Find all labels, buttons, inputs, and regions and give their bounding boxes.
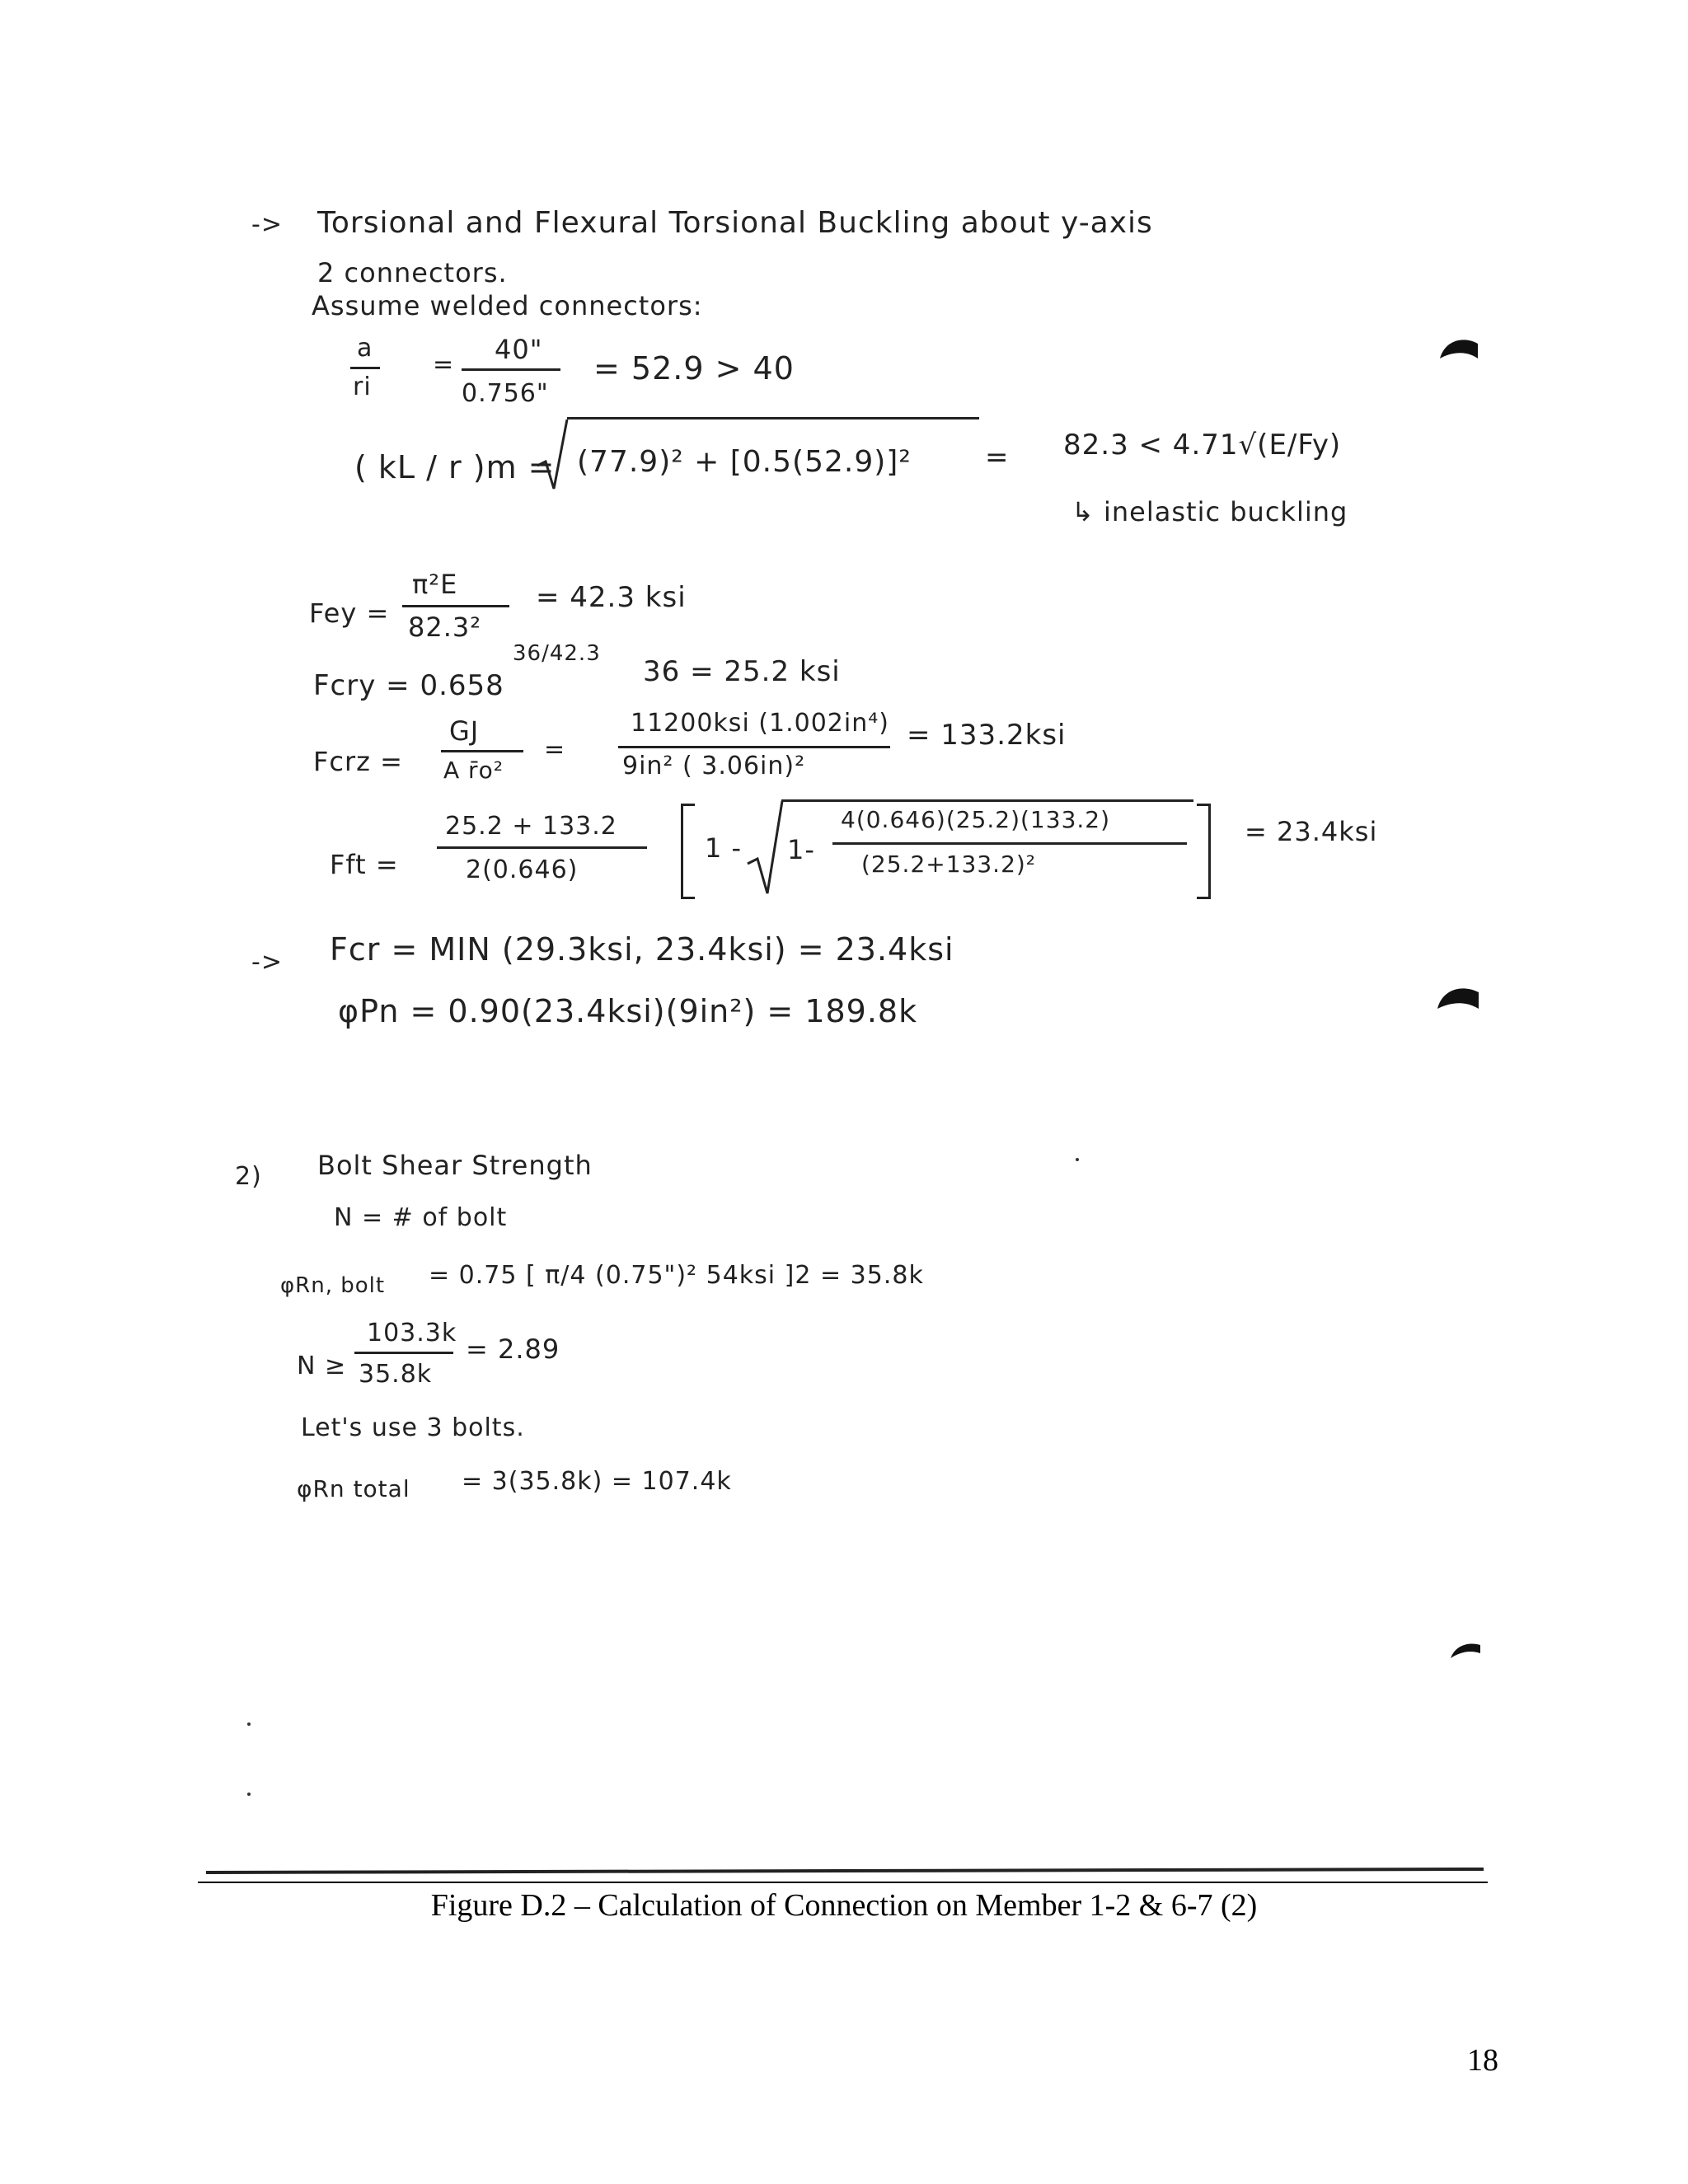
arrow-marker: ->	[251, 948, 283, 977]
caption-rule	[198, 1882, 1488, 1883]
fcrz-result: = 133.2ksi	[907, 719, 1067, 752]
n-denominator: 35.8k	[359, 1360, 433, 1389]
fraction-bar	[832, 842, 1187, 845]
scan-edge-line	[206, 1868, 1484, 1874]
n-result: = 2.89	[466, 1333, 560, 1365]
fey-denominator: 82.3²	[408, 612, 482, 643]
phirn-total-label: φRn total	[297, 1475, 410, 1502]
ri-label: ri	[353, 373, 372, 401]
fey-label: Fey =	[309, 598, 390, 629]
phirn-bolt-expression: = 0.75 [ π/4 (0.75")² 54ksi ]2 = 35.8k	[429, 1261, 924, 1290]
fft-inner-numerator: 4(0.646)(25.2)(133.2)	[841, 806, 1111, 833]
phipn-line: φPn = 0.90(23.4ksi)(9in²) = 189.8k	[338, 993, 918, 1029]
klr-label: ( kL / r )m =	[354, 449, 556, 485]
square-root-icon	[746, 798, 784, 897]
fcrz-numerator: GJ	[449, 715, 480, 747]
fft-label: Fft =	[330, 849, 399, 880]
fraction-bar	[437, 846, 647, 849]
radical-bar	[567, 417, 979, 419]
punch-hole-icon	[1436, 982, 1480, 1019]
assumption-note: Assume welded connectors:	[312, 290, 703, 321]
fft-denominator: 2(0.646)	[466, 855, 579, 884]
fcrz-denominator: A r̄o²	[443, 757, 504, 784]
lets-use-note: Let's use 3 bolts.	[301, 1413, 525, 1442]
fey-numerator: π²E	[412, 569, 458, 600]
fraction-bar	[462, 368, 560, 371]
fraction-bar	[618, 746, 890, 748]
fcrz-denominator-values: 9in² ( 3.06in)²	[622, 752, 806, 780]
equals-sign: =	[433, 350, 455, 379]
fcrz-numerator-values: 11200ksi (1.002in⁴)	[631, 709, 889, 738]
a-denominator: 0.756"	[462, 379, 549, 408]
fcry-result: 36 = 25.2 ksi	[643, 655, 841, 688]
punch-hole-icon	[1438, 334, 1479, 367]
equals-sign: =	[985, 441, 1010, 474]
section-number: 2)	[235, 1162, 262, 1191]
fraction-bar	[441, 750, 523, 752]
equals-sign: =	[544, 735, 566, 764]
connectors-note: 2 connectors.	[317, 257, 508, 288]
radical-bar	[781, 799, 1193, 802]
klr-expression: (77.9)² + [0.5(52.9)]²	[577, 445, 912, 479]
n-definition: N = # of bolt	[334, 1203, 508, 1232]
n-label: N ≥	[297, 1352, 347, 1380]
fraction-bar	[354, 1352, 453, 1354]
inelastic-note: ↳ inelastic buckling	[1071, 496, 1348, 527]
fft-numerator: 25.2 + 133.2	[445, 812, 617, 841]
fft-result: = 23.4ksi	[1245, 816, 1378, 847]
a-label: a	[357, 334, 373, 363]
fcry-exponent: 36/42.3	[513, 641, 601, 666]
punch-hole-icon	[1449, 1640, 1482, 1661]
fey-result: = 42.3 ksi	[536, 581, 687, 614]
a-numerator: 40"	[495, 334, 543, 365]
page-number: 18	[1467, 2043, 1498, 2078]
scan-speck	[247, 1793, 251, 1796]
arrow-marker: ->	[251, 210, 283, 239]
section-heading: Torsional and Flexural Torsional Buckling about y-axis	[317, 206, 1153, 240]
fft-one-minus: 1 -	[705, 832, 743, 864]
square-root-icon	[536, 416, 569, 490]
fraction-bar	[402, 605, 509, 607]
bolt-heading: Bolt Shear Strength	[317, 1150, 593, 1181]
fft-inner-denominator: (25.2+133.2)²	[861, 851, 1037, 878]
phirn-bolt-label: φRn, bolt	[280, 1273, 386, 1298]
fcrz-label: Fcrz =	[313, 746, 403, 777]
right-bracket	[1197, 804, 1211, 899]
n-numerator: 103.3k	[367, 1319, 457, 1347]
fraction-bar	[350, 367, 380, 369]
scan-speck	[1076, 1158, 1079, 1161]
left-bracket	[681, 804, 695, 899]
scan-speck	[247, 1722, 251, 1726]
fcry-label: Fcry = 0.658	[313, 669, 504, 702]
fft-inner-one-minus: 1-	[787, 834, 815, 865]
figure-caption: Figure D.2 – Calculation of Connection on Member 1-2 & 6-7 (2)	[430, 1888, 1258, 1923]
phirn-total-expression: = 3(35.8k) = 107.4k	[462, 1467, 732, 1496]
fcr-line: Fcr = MIN (29.3ksi, 23.4ksi) = 23.4ksi	[330, 931, 954, 968]
a-ri-result: = 52.9 > 40	[593, 350, 795, 387]
klr-result: 82.3 < 4.71√(E/Fy)	[1063, 429, 1342, 462]
